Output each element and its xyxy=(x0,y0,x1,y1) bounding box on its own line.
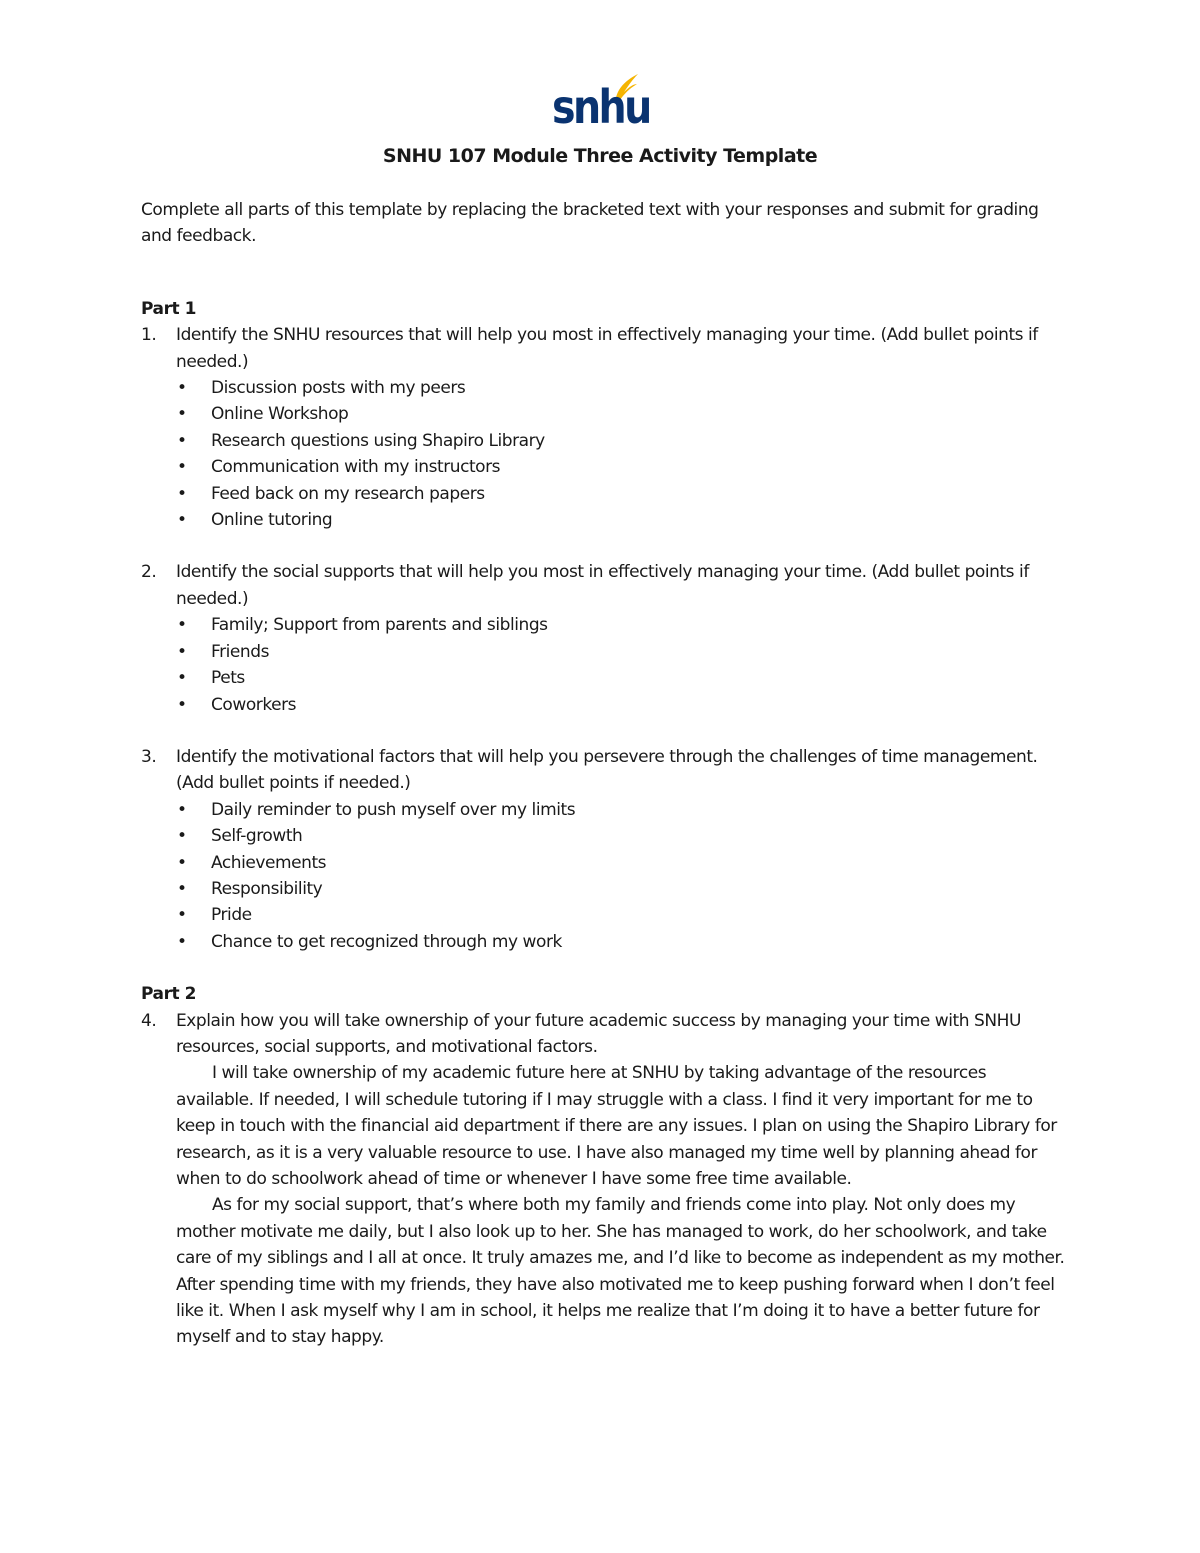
question-2 xyxy=(141,559,1066,612)
page-title: SNHU 107 Module Three Activity Template xyxy=(382,145,818,167)
list-item: • Coworkers xyxy=(141,692,1066,718)
part-2-heading: Part 2 xyxy=(141,984,197,1005)
question-number: 4. xyxy=(141,1010,157,1031)
list-item: • Pets xyxy=(141,665,1066,691)
bullet-icon: • xyxy=(177,931,187,952)
bullet-icon: • xyxy=(177,483,187,504)
list-item: • Responsibility xyxy=(141,876,1066,902)
bullet-icon: • xyxy=(177,457,187,478)
list-item: • Feed back on my research papers xyxy=(141,481,1066,507)
part-1-heading: Part 1 xyxy=(141,298,197,319)
question-text: Identify the social supports that will help you most in effectively managing your time. (Add bullet points if needed.) xyxy=(176,562,1029,609)
bullet-icon: • xyxy=(177,905,187,926)
list-item: • Self-growth xyxy=(141,823,1066,849)
bullet-icon: • xyxy=(177,668,187,689)
logo-wordmark: snhu xyxy=(552,80,650,134)
question-text: Identify the SNHU resources that will help you most in effectively managing your time. (Add bullet points if needed.) xyxy=(176,325,1038,372)
answer-paragraph: I will take ownership of my academic future here at SNHU by taking advantage of the resources available. If needed, I will schedule tutoring if I may struggle with a class. I find it very important for me to keep in touch with the financial aid department if there are any issues. I plan on using the Shapiro Library for research, as it is a very valuable resource to use. I have also managed my time well by planning ahead for when to do schoolwork ahead of time or whenever I have some free time available. xyxy=(176,1063,1057,1189)
question-number: 3. xyxy=(141,746,157,767)
list-item: • Friends xyxy=(141,639,1066,665)
answer-block xyxy=(141,1060,1066,1350)
question-3 xyxy=(141,744,1066,797)
list-item: • Online Workshop xyxy=(141,401,1066,427)
list-item: • Daily reminder to push myself over my limits xyxy=(141,797,1066,823)
intro-text: Complete all parts of this template by replacing the bracketed text with your responses and submit for grading and feedback. xyxy=(141,200,1039,247)
list-item: • Online tutoring xyxy=(141,507,1066,533)
list-item: • Research questions using Shapiro Library xyxy=(141,428,1066,454)
question-text: Explain how you will take ownership of your future academic success by managing your time with SNHU resources, social supports, and motivational factors. xyxy=(176,1010,1021,1057)
question-3-bullets xyxy=(141,797,1066,955)
bullet-icon: • xyxy=(177,615,187,636)
bullet-icon: • xyxy=(177,430,187,451)
question-1 xyxy=(141,322,1066,375)
bullet-icon: • xyxy=(177,641,187,662)
list-item: • Family; Support from parents and siblings xyxy=(141,612,1066,638)
bullet-icon: • xyxy=(177,694,187,715)
question-text: Identify the motivational factors that will help you persevere through the challenges of time management. (Add bullet points if needed.) xyxy=(176,746,1038,794)
bullet-icon: • xyxy=(177,852,187,873)
document-body xyxy=(141,197,1066,1351)
list-item: • Pride xyxy=(141,902,1066,928)
bullet-icon: • xyxy=(177,799,187,820)
question-number: 1. xyxy=(141,325,157,346)
bullet-icon: • xyxy=(177,404,187,425)
bullet-icon: • xyxy=(177,378,187,399)
list-item: • Communication with my instructors xyxy=(141,454,1066,480)
list-item: • Discussion posts with my peers xyxy=(141,375,1066,401)
list-item: • Achievements xyxy=(141,850,1066,876)
question-4 xyxy=(141,1008,1066,1061)
question-1-bullets xyxy=(141,375,1066,533)
bullet-icon: • xyxy=(177,510,187,531)
list-item: • Chance to get recognized through my work xyxy=(141,929,1066,955)
snhu-logo xyxy=(552,72,650,134)
answer-paragraph: As for my social support, that’s where both my family and friends come into play. Not only does my mother motivate me daily, but I also look up to her. She has managed to work, do her schoolwork, and take care of my siblings and I all at once. It truly amazes me, and I’d like to become as independent as my mother. After spending time with my friends, they have also motivated me to keep pushing forward when I don’t feel like it. When I ask myself why I am in school, it helps me realize that I’m doing it to have a better future for myself and to stay happy. xyxy=(176,1195,1065,1348)
question-2-bullets xyxy=(141,612,1066,718)
question-number: 2. xyxy=(141,562,157,583)
bullet-icon: • xyxy=(177,878,187,899)
bullet-icon: • xyxy=(177,826,187,847)
